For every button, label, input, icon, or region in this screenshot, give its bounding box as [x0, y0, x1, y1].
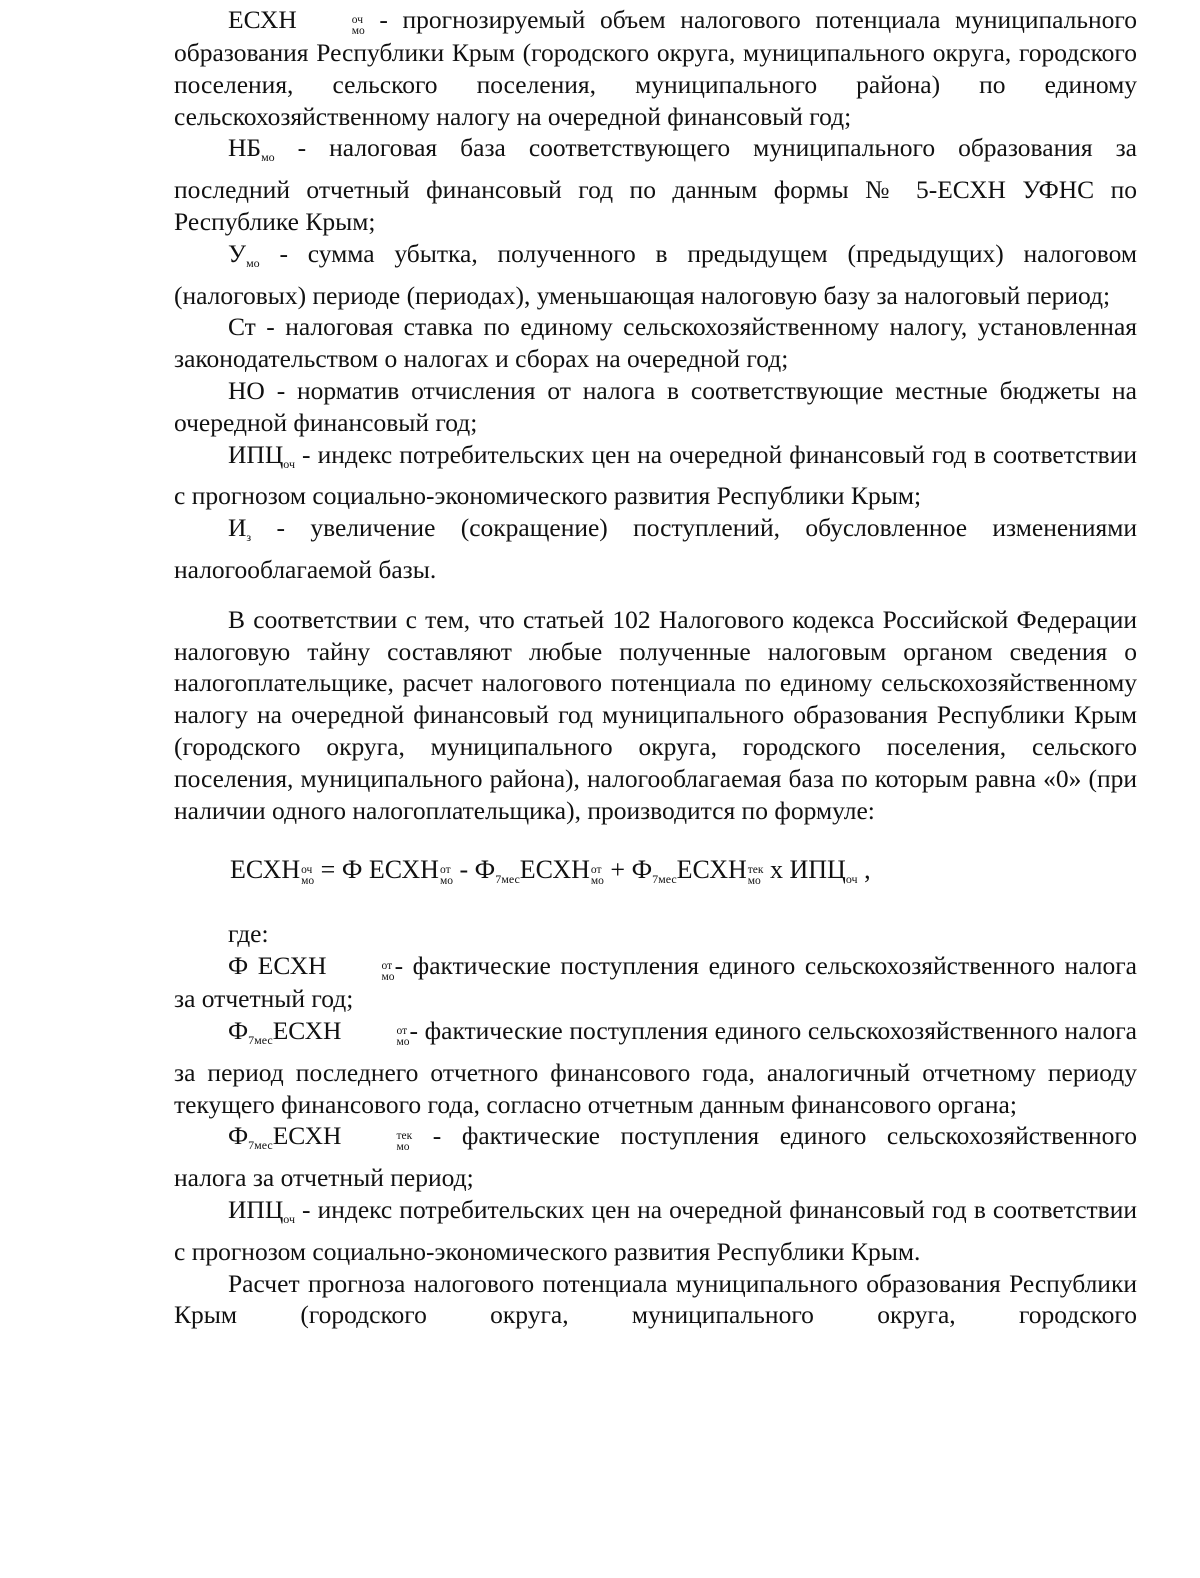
symbol: Умо [228, 238, 260, 270]
main-paragraph: В соответствии с тем, что статьей 102 Налогового кодекса Российской Федерации налоговую тайну составляют любые полученные налоговым органом сведения о налогоплательщике, расчет налогового потенциала по единому сельскохозяйственному налогу на очередной финансовый год муниципального образования Республики Крым (городского округа, муниципального округа, городского поселения, сельского поселения, муниципального района), налогооблагаемая база по которым равна «0» (при наличии одного налогоплательщика), производится по формуле: [174, 604, 1137, 825]
def-f7-eskhn-ot: Ф7месЕСХН от мо - фактические поступления единого сельскохозяйственного налога за период последнего отчетного финансового года, аналогичный отчетному периоду текущего финансового года, согласно отчетным данным финансового органа; [174, 1015, 1137, 1119]
def-st: Ст - налоговая ставка по единому сельскохозяйственному налогу, установленная законодательством о налогах и сборах на очередной год; [174, 312, 1137, 374]
formula [174, 826, 1137, 918]
last-paragraph: Расчет прогноза налогового потенциала муниципального образования Республики Крым (городского округа, муниципального округа, городского [174, 1268, 1137, 1330]
def-u: Умо - сумма убытка, полученного в предыдущем (предыдущих) налоговом (налоговых) периоде (периодах), уменьшающая налоговую базу за налоговый период; [174, 238, 1137, 310]
symbol: ЕСХН оч мо [228, 5, 365, 37]
symbol: ИПЦоч [228, 439, 295, 471]
symbol: Ф7месЕСХН тек мо [228, 1121, 413, 1154]
def-nb: НБмо - налоговая база соответствующего муниципального образования за последний отчетный финансовый год по данным формы № 5-ЕСХН УФНС по Республике Крым; [174, 133, 1137, 236]
where-label: где: [228, 919, 269, 949]
symbol: Ф ЕСХН от мо [228, 951, 395, 984]
def-f7-eskhn-tek: Ф7месЕСХН тек мо - фактические поступления единого сельскохозяйственного налога за отчетный период; [174, 1121, 1137, 1193]
symbol: Ф7месЕСХН от мо [228, 1015, 410, 1048]
formula-expression: ЕСХН оч мо = Ф ЕСХН от мо - Ф7месЕСХН от мо + Ф7месЕСХН тек мо х ИПЦоч , [230, 855, 871, 888]
symbol: Из [228, 513, 252, 545]
symbol: НБмо [228, 133, 275, 165]
def-f-eskhn-ot: Ф ЕСХН от мо - фактические поступления единого сельскохозяйственного налога за отчетный год; [174, 951, 1138, 1014]
def-ipc-och: ИПЦоч - индекс потребительских цен на очередной финансовый год в соответствии с прогнозом социально-экономического развития Республики Крым. [174, 1194, 1137, 1266]
def-iz: Из - увеличение (сокращение) поступлений, обусловленное изменениями налогооблагаемой базы. [174, 513, 1137, 584]
def-ipc: ИПЦоч - индекс потребительских цен на очередной финансовый год в соответствии с прогнозом социально-экономического развития Республики Крым; [174, 439, 1137, 511]
symbol: ИПЦоч [228, 1194, 295, 1226]
def-eskhn: ЕСХН оч мо - прогнозируемый объем налогового потенциала муниципального образования Республики Крым (городского округа, муниципального округа, городского поселения, сельского поселения, муниципального района) по единому сельскохозяйственному налогу на очередной финансовый год; [174, 5, 1137, 131]
text-column [174, 4, 1137, 1331]
def-no: НО - норматив отчисления от налога в соответствующие местные бюджеты на очередной финансовый год; [174, 375, 1137, 437]
